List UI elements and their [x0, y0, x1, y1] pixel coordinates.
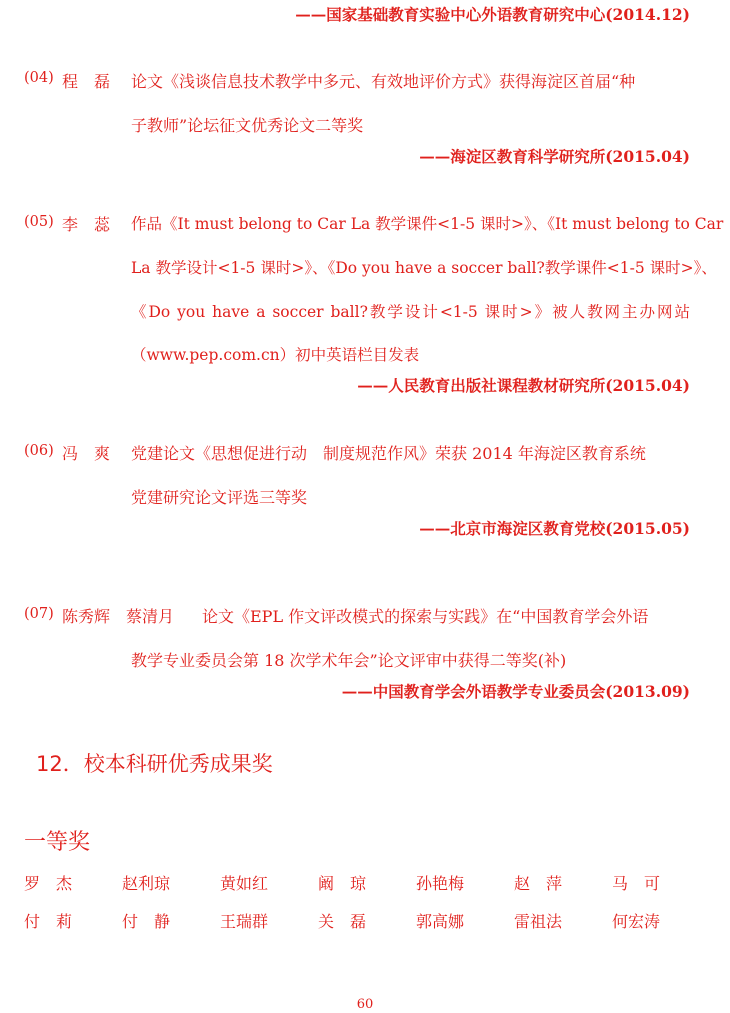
entry-04-number: (04) — [24, 70, 54, 86]
entry-05-line-3: 《Do you have a soccer ball?教学设计<1-5 课时>》被人教网主办网站 — [131, 303, 690, 321]
entry-07-source: ——中国教育学会外语教学专业委员会(2013.09) — [341, 682, 690, 701]
person-name: 赵利琼 — [122, 874, 171, 893]
entry-06-number: (06) — [24, 443, 54, 459]
entry-05-line-4: （www.pep.com.cn）初中英语栏目发表 — [131, 346, 420, 364]
entry-06-source: ——北京市海淀区教育党校(2015.05) — [419, 519, 690, 538]
award-level-heading: 一等奖 — [24, 830, 91, 855]
section-heading: 12．校本科研优秀成果奖 — [36, 752, 273, 776]
person-name: 马 可 — [612, 874, 661, 893]
entry-06-names: 冯 爽 — [62, 444, 111, 463]
entry-06-line-1: 党建论文《思想促进行动 制度规范作风》荣获 2014 年海淀区教育系统 — [131, 444, 646, 463]
person-name: 孙艳梅 — [416, 874, 465, 893]
entry-07-number: (07) — [24, 606, 54, 622]
entry-05-source: ——人民教育出版社课程教材研究所(2015.04) — [357, 376, 690, 395]
person-name: 关 磊 — [318, 912, 367, 931]
entry-05-line-1: 作品《It must belong to Car La 教学课件<1-5 课时>》、《It must belong to Car — [131, 215, 724, 233]
entry-07-line-2: 教学专业委员会第 18 次学术年会”论文评审中获得二等奖(补) — [131, 651, 567, 670]
person-name: 付 静 — [122, 912, 171, 931]
entry-04-line-2: 子教师”论坛征文优秀论文二等奖 — [131, 116, 364, 135]
top-source: ——国家基础教育实验中心外语教育研究中心(2014.12) — [295, 5, 690, 24]
person-name: 赵 萍 — [514, 874, 563, 893]
entry-05-names: 李 蕊 — [62, 215, 111, 234]
entry-04-line-1: 论文《浅谈信息技术教学中多元、有效地评价方式》获得海淀区首届“种 — [131, 72, 636, 91]
entry-06-line-2: 党建研究论文评选三等奖 — [131, 488, 308, 507]
person-name: 郭高娜 — [416, 912, 465, 931]
entry-04-names: 程 磊 — [62, 72, 111, 91]
entry-04-source: ——海淀区教育科学研究所(2015.04) — [419, 147, 690, 166]
person-name: 何宏涛 — [612, 912, 661, 931]
person-name: 罗 杰 — [24, 874, 73, 893]
entry-05-line-2: La 教学设计<1-5 课时>》、《Do you have a soccer ball?教学课件<1-5 课时>》、 — [131, 259, 717, 277]
entry-05-number: (05) — [24, 214, 54, 230]
page-number: 60 — [356, 997, 374, 1012]
entry-07-names: 陈秀辉 蔡清月 — [62, 607, 175, 626]
person-name: 黄如红 — [220, 874, 269, 893]
person-name: 付 莉 — [24, 912, 73, 931]
person-name: 阚 琼 — [318, 874, 367, 893]
person-name: 王瑞群 — [220, 912, 269, 931]
entry-07-line-1: 论文《EPL 作文评改模式的探索与实践》在“中国教育学会外语 — [202, 607, 649, 626]
person-name: 雷祖法 — [514, 912, 563, 931]
